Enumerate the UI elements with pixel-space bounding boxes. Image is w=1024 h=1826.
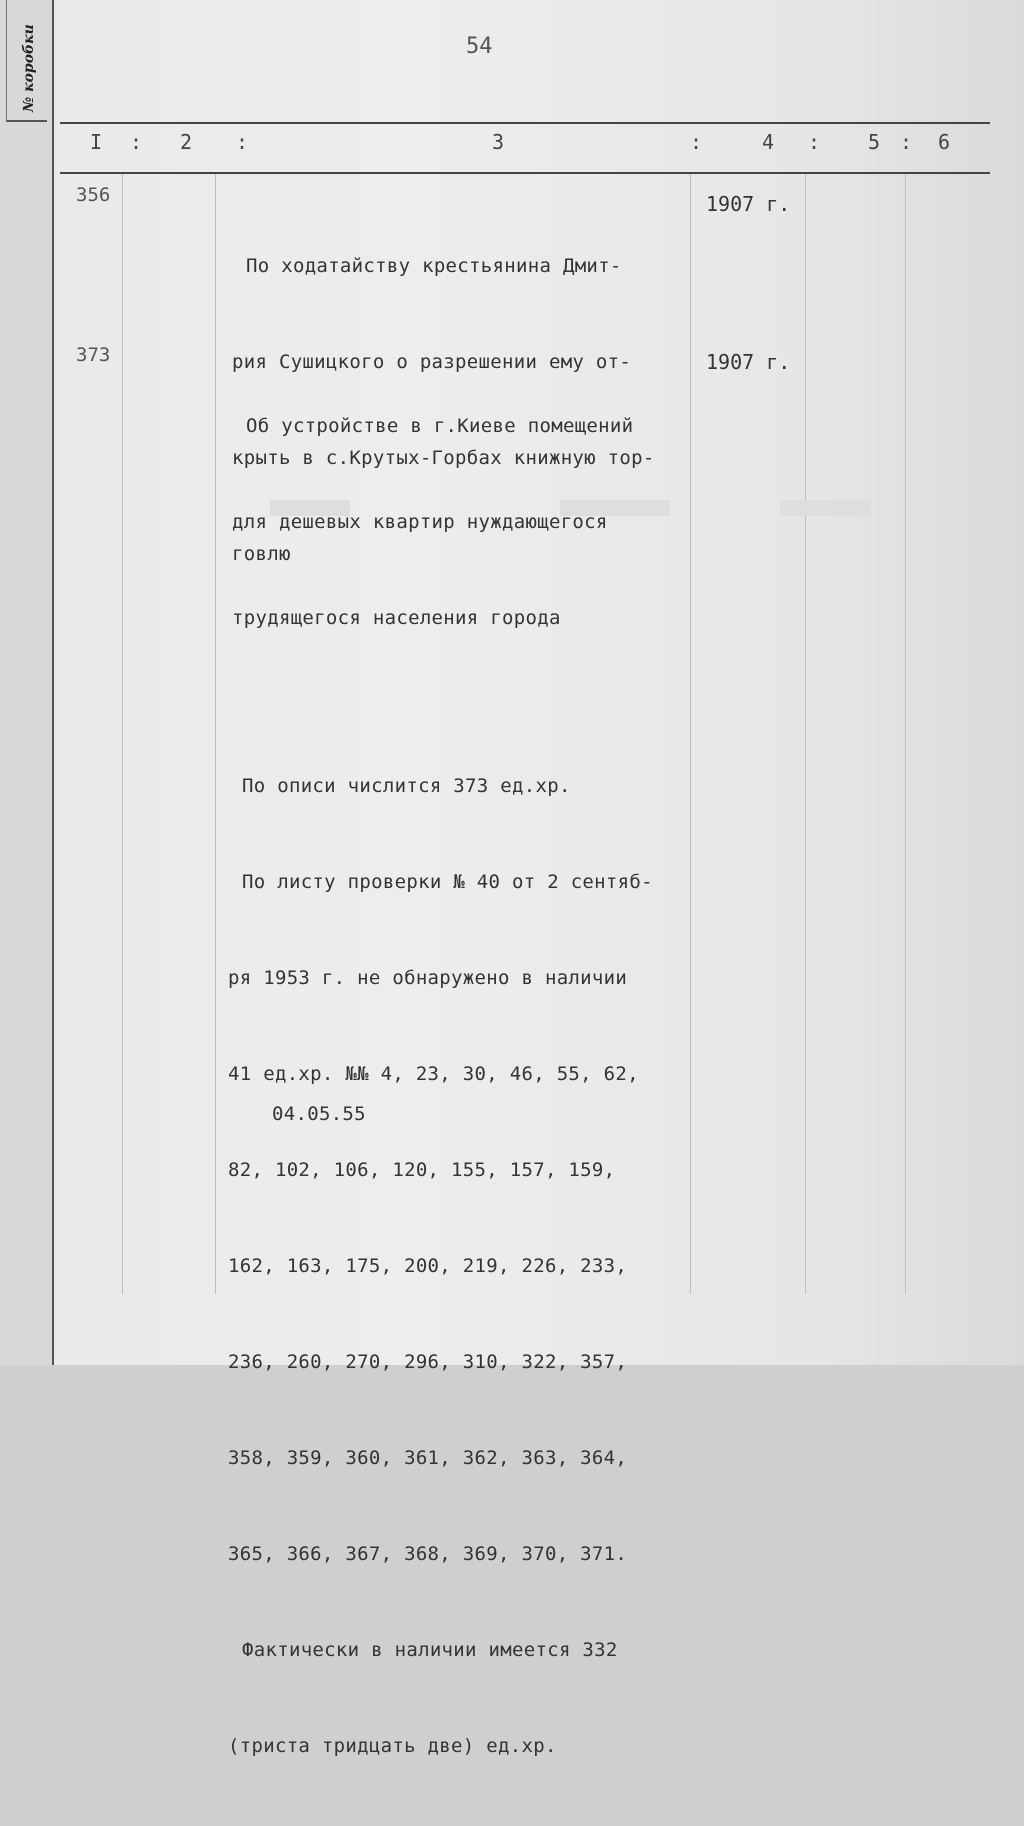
entry-title-line: для дешевых квартир нуждающегося (232, 511, 608, 533)
summary-line: 358, 359, 360, 361, 362, 363, 364, (228, 1447, 628, 1469)
entry-title-line: говлю (232, 543, 291, 565)
column-header-separator: : (808, 130, 821, 154)
box-label-cell (6, 0, 47, 122)
column-header-2: 2 (180, 130, 193, 154)
box-number-label: № коробки (21, 24, 37, 112)
header-rule-top (60, 122, 990, 124)
entry-year: 1907 г. (706, 350, 791, 374)
summary-line: Фактически в наличии имеется 332 (242, 1639, 618, 1661)
entry-title-line: крыть в с.Крутых-Горбах книжную тор- (232, 447, 655, 469)
column-header-4: 4 (762, 130, 775, 154)
page-number: 54 (466, 34, 493, 59)
column-header-1: I (90, 130, 103, 154)
summary-line: 82, 102, 106, 120, 155, 157, 159, (228, 1159, 616, 1181)
summary-line: По описи числится 373 ед.хр. (242, 775, 571, 797)
column-header-separator: : (130, 130, 143, 154)
column-divider (122, 174, 123, 1294)
column-header-3: 3 (492, 130, 505, 154)
summary-line: 41 ед.хр. №№ 4, 23, 30, 46, 55, 62, (228, 1063, 639, 1085)
entry-title (232, 346, 633, 698)
summary-line: 365, 366, 367, 368, 369, 370, 371. (228, 1543, 628, 1565)
column-header-separator: : (236, 130, 249, 154)
header-rule-bottom (60, 172, 990, 174)
summary-line: (триста тридцать две) ед.хр. (228, 1735, 557, 1757)
column-header-separator: : (900, 130, 913, 154)
entry-year: 1907 г. (706, 192, 791, 216)
verification-summary (228, 706, 653, 1826)
document-date: 04.05.55 (272, 1103, 366, 1125)
left-margin-column (0, 0, 54, 1365)
column-header-6: 6 (938, 130, 951, 154)
column-divider (805, 174, 806, 1294)
entry-number: 373 (76, 344, 111, 366)
bleed-through-mark (780, 500, 870, 516)
entry-number: 356 (76, 184, 111, 206)
summary-line: 162, 163, 175, 200, 219, 226, 233, (228, 1255, 628, 1277)
entry-title-line: рия Сушицкого о разрешении ему от- (232, 351, 632, 373)
summary-line: По листу проверки № 40 от 2 сентяб- (242, 871, 653, 893)
column-header-separator: : (690, 130, 703, 154)
column-divider (905, 174, 906, 1294)
summary-line: ря 1953 г. не обнаружено в наличии (228, 967, 628, 989)
entry-title-line: трудящегося населения города (232, 607, 561, 629)
column-header-5: 5 (868, 130, 881, 154)
column-divider (690, 174, 691, 1294)
column-divider (215, 174, 216, 1294)
entry-title-line: Об устройстве в г.Киеве помещений (246, 415, 634, 437)
summary-line: 236, 260, 270, 296, 310, 322, 357, (228, 1351, 628, 1373)
entry-title-line: По ходатайству крестьянина Дмит- (246, 255, 622, 277)
